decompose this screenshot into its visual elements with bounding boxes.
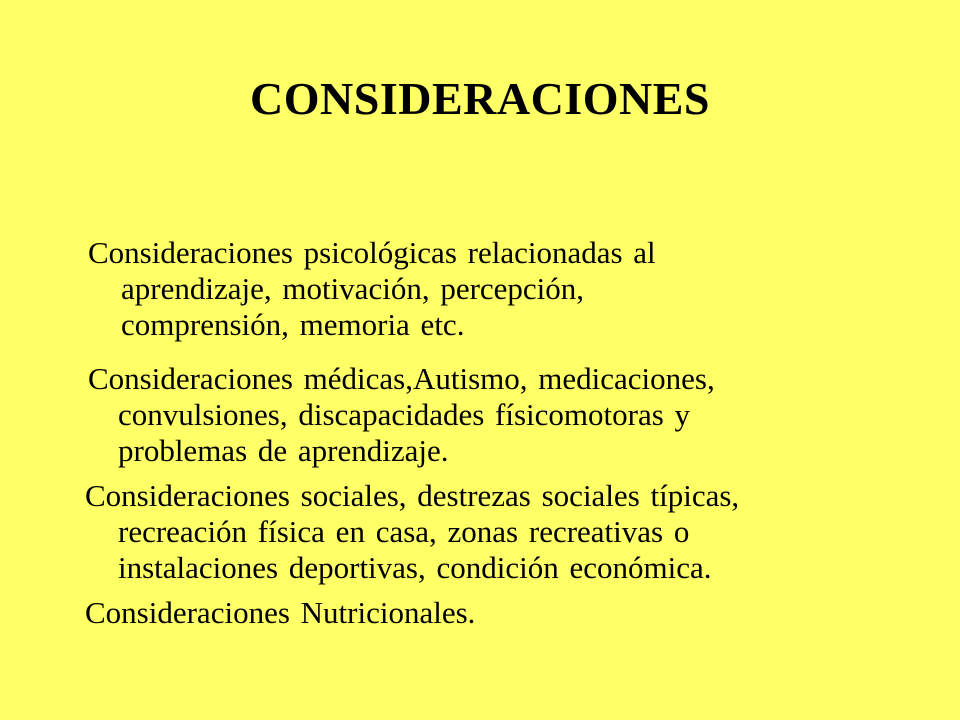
paragraph-line: convulsiones, discapacidades físicomotoras y: [118, 397, 691, 432]
paragraph-line: aprendizaje, motivación, percepción,: [121, 271, 585, 306]
paragraph-line: comprensión, memoria etc.: [121, 307, 465, 342]
paragraph-psychological: [88, 235, 656, 343]
paragraph-line: instalaciones deportivas, condición económica.: [118, 550, 712, 585]
paragraph-line: Consideraciones sociales, destrezas sociales típicas,: [85, 478, 740, 513]
paragraph-line: Consideraciones Nutricionales.: [85, 595, 476, 630]
paragraph-nutritional: [85, 595, 475, 631]
paragraph-line: problemas de aprendizaje.: [118, 433, 449, 468]
paragraph-line: Consideraciones médicas,Autismo, medicaciones,: [88, 361, 715, 396]
paragraph-line: recreación física en casa, zonas recreativas o: [118, 514, 690, 549]
paragraph-social: [85, 478, 739, 586]
slide-title: CONSIDERACIONES: [250, 73, 710, 124]
paragraph-line: Consideraciones psicológicas relacionadas al: [88, 235, 656, 270]
paragraph-medical: [88, 361, 715, 469]
